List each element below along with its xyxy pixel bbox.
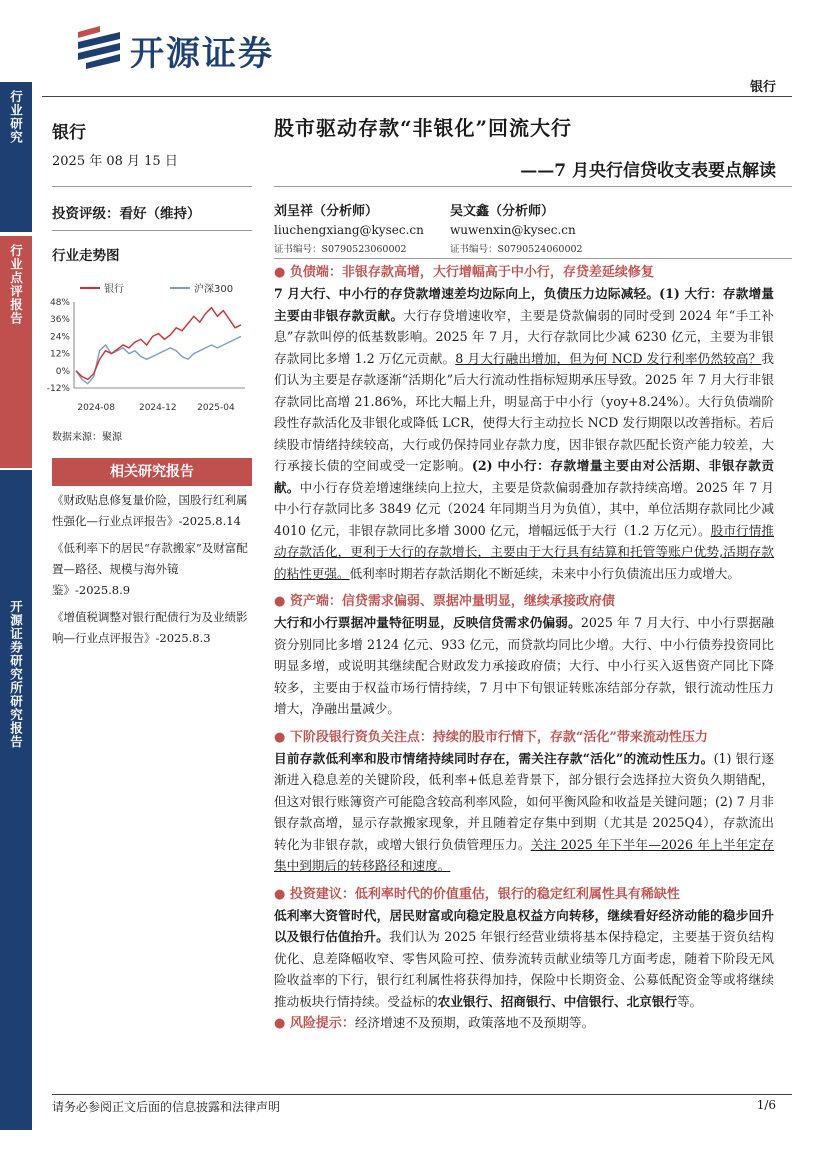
y-tick-label: 48% — [49, 298, 70, 308]
y-tick-label: 12% — [49, 349, 70, 360]
section-heading-assets: ● 资产端：信贷需求偏弱、票据冲量明显，继续承接政府债 — [274, 594, 615, 609]
logo-icon — [76, 24, 122, 70]
section-paragraph: 目前存款低利率和股市情绪持续同时存在，需关注存款“活化”的流动性压力。(1) 银行逐渐进入稳息差的关键阶段，低利率+低息差背景下，部分银行会选择拉大资负久期错配，但这对银行账簿资产可能隐含较高利率风险，如何平衡风险和收益是关键问题；(2) 7 月非银存款高增，显示存款搬家现象，并且随着定存集中到期（尤其是 2025Q4），存款流出转化为非银存款，或增大银行负债管理压力。关注 2025 年下半年—2026 年上半年定存集中到期后的转移路径和速度。 — [274, 750, 774, 873]
related-reports-list — [52, 490, 254, 649]
series-line-csi300 — [76, 336, 241, 383]
legend-label: 银行 — [104, 284, 124, 295]
section-paragraph: 大行和小行票据冲量特征明显，反映信贷需求仍偏弱。2025 年 7 月大行、中小行票据融资分别同比多增 2124 亿元、933 亿元，而贷款均同比少增。大行、中小行债券投资同比明显多增，或说明其继续配合财政发力承接政府债；大行、中小行买入返售资产同比下降较多，主要由于权益市场行情持续，7 月中下旬银证转账冻结部分存款，银行流动性压力增大，净融出量减少。 — [274, 615, 775, 716]
investment-rating: 投资评级：看好（维持） — [52, 206, 201, 222]
related-report-item[interactable]: 《增值税调整对银行配债行为及业绩影响—行业点评报告》-2025.8.3 — [52, 610, 248, 645]
legend-label: 沪深300 — [194, 284, 234, 295]
trend-chart — [40, 276, 255, 416]
x-tick-label: 2025-04 — [197, 403, 235, 413]
header-divider — [42, 96, 792, 97]
x-tick-label: 2024-12 — [138, 403, 177, 413]
section-heading-focus: ● 下阶段银行资负关注点：持续的股市行情下，存款“活化”带来流动性压力 — [274, 729, 708, 745]
header-section: 银行 — [749, 80, 776, 95]
author-name: 刘呈祥（分析师） — [274, 204, 379, 219]
footer-disclaimer: 请务必参阅正文后面的信息披露和法律声明 — [52, 1100, 281, 1114]
sidebar-institute: 开源证券研究所研究报告 — [0, 470, 32, 1130]
left-divider — [52, 230, 252, 231]
data-source: 数据来源：聚源 — [52, 432, 122, 443]
risk-warning: ● 风险提示：经济增速不及预期，政策落地不及预期等。 — [274, 1015, 595, 1031]
y-tick-label: 0% — [55, 366, 70, 377]
y-tick-label: 36% — [49, 315, 70, 326]
author-block — [450, 200, 583, 255]
logo-text: 开源证券 — [130, 34, 274, 74]
related-reports-title: 相关研究报告 — [52, 458, 252, 486]
y-tick-label: 24% — [49, 332, 70, 343]
report-date: 2025 年 08 月 15 日 — [52, 154, 178, 169]
report-body — [274, 262, 774, 1034]
related-report-item[interactable]: 《财政贴息修复量价险，国股行红利属性强化—行业点评报告》-2025.8.14 — [52, 493, 248, 528]
left-divider — [52, 186, 252, 187]
report-title: 股市驱动存款“非银化”回流大行 — [274, 116, 573, 140]
author-email[interactable]: liuchengxiang@kysec.cn — [274, 223, 424, 237]
page-number: 1/6 — [756, 1098, 776, 1112]
report-subtitle: ——7 月央行信贷收支表要点解读 — [520, 161, 776, 181]
related-report-item[interactable]: 《低利率下的居民“存款搬家”及财富配置—路径、规模与海外镜鉴》-2025.8.9 — [52, 541, 248, 597]
x-tick-label: 2024-08 — [77, 403, 116, 413]
author-block — [274, 200, 424, 255]
title-divider — [274, 186, 792, 187]
author-cert: 证书编号：S0790524060002 — [450, 244, 583, 255]
trend-title: 行业走势图 — [52, 248, 120, 264]
section-paragraph: 低利率大资管时代，居民财富或向稳定股息权益方向转移，继续看好经济动能的稳步回升以及银行估值抬升。我们认为 2025 年银行经营业绩将基本保持稳定，主要基于资负结构优化、息差降幅收窄、零售风险可控、债券流转贡献业绩等几方面考虑，随着下阶段无风险收益率的下行，银行红利属性将获得加持，保险中长期资金、公募低配资金等或将继续推动板块行情持续。受益标的农业银行、招商银行、中信银行、北京银行等。 — [274, 907, 775, 1009]
author-cert: 证书编号：S0790523060002 — [274, 244, 407, 255]
industry-label: 银行 — [52, 123, 86, 143]
author-name: 吴文鑫（分析师） — [450, 204, 555, 219]
section-heading-liabilities: ● 负债端：非银存款高增，大行增幅高于中小行，存贷差延续修复 — [274, 265, 654, 280]
author-divider — [274, 258, 792, 259]
sidebar-report-type: 行业点评报告 — [0, 236, 32, 468]
section-heading-investment: ● 投资建议：低利率时代的价值重估，银行的稳定红利属性具有稀缺性 — [274, 886, 680, 902]
footer-divider — [52, 1094, 792, 1095]
author-email[interactable]: wuwenxin@kysec.cn — [450, 223, 576, 237]
section-paragraph: 7 月大行、中小行的存贷款增速差均边际向上，负债压力边际减轻。(1) 大行：存款增量主要由非银存款贡献。大行存贷增速收窄，主要是贷款偏弱的同时受到 2024 年“手工补息”存款叫停的低基数影响。2025 年 7 月，大行存款同比少减 6230 亿元，主要为非银存款同比多增 1.2 万亿元贡献。8 月大行融出增加，但为何 NCD 发行利率仍然较高？我们认为主要是存款逐渐“活期化”后大行流动性指标短期承压导致。2025 年 7 月大行非银存款同比高增 21.86%，环比大幅上升，明显高于中小行（yoy+8.24%）。大行负债端阶段性存款活化及非银化或降低 LCR，使得大行主动拉长 NCD 发行期限以改善指标。若后续股市情绪持续较高，大行或仍保持同业存款力度，因非银存款匹配长资产能力较差，大行承接长债的空间或受一定影响。(2) 中小行：存款增量主要由对公活期、非银存款贡献。中小行存贷差增速继续向上拉大，主要是贷款偏弱叠加存款持续高增。2025 年 7 月中小行存款同比多 3849 亿元（2024 年同期当月为负值），其中，单位活期存款同比少减 4010 亿元，非银存款同比多增 3000 亿元，增幅远低于大行（1.2 万亿元）。股市行情推动存款活化，更利于大行的存款增长，主要由于大行具有结算和托管等账户优势,活期存款的粘性更强。低利率时期若存款活期化不断延续，未来中小行负债流出压力或增大。 — [274, 286, 775, 581]
sidebar-industry-research: 行业研究 — [0, 82, 32, 232]
series-line-bank — [76, 308, 241, 380]
y-tick-label: -12% — [46, 384, 70, 394]
